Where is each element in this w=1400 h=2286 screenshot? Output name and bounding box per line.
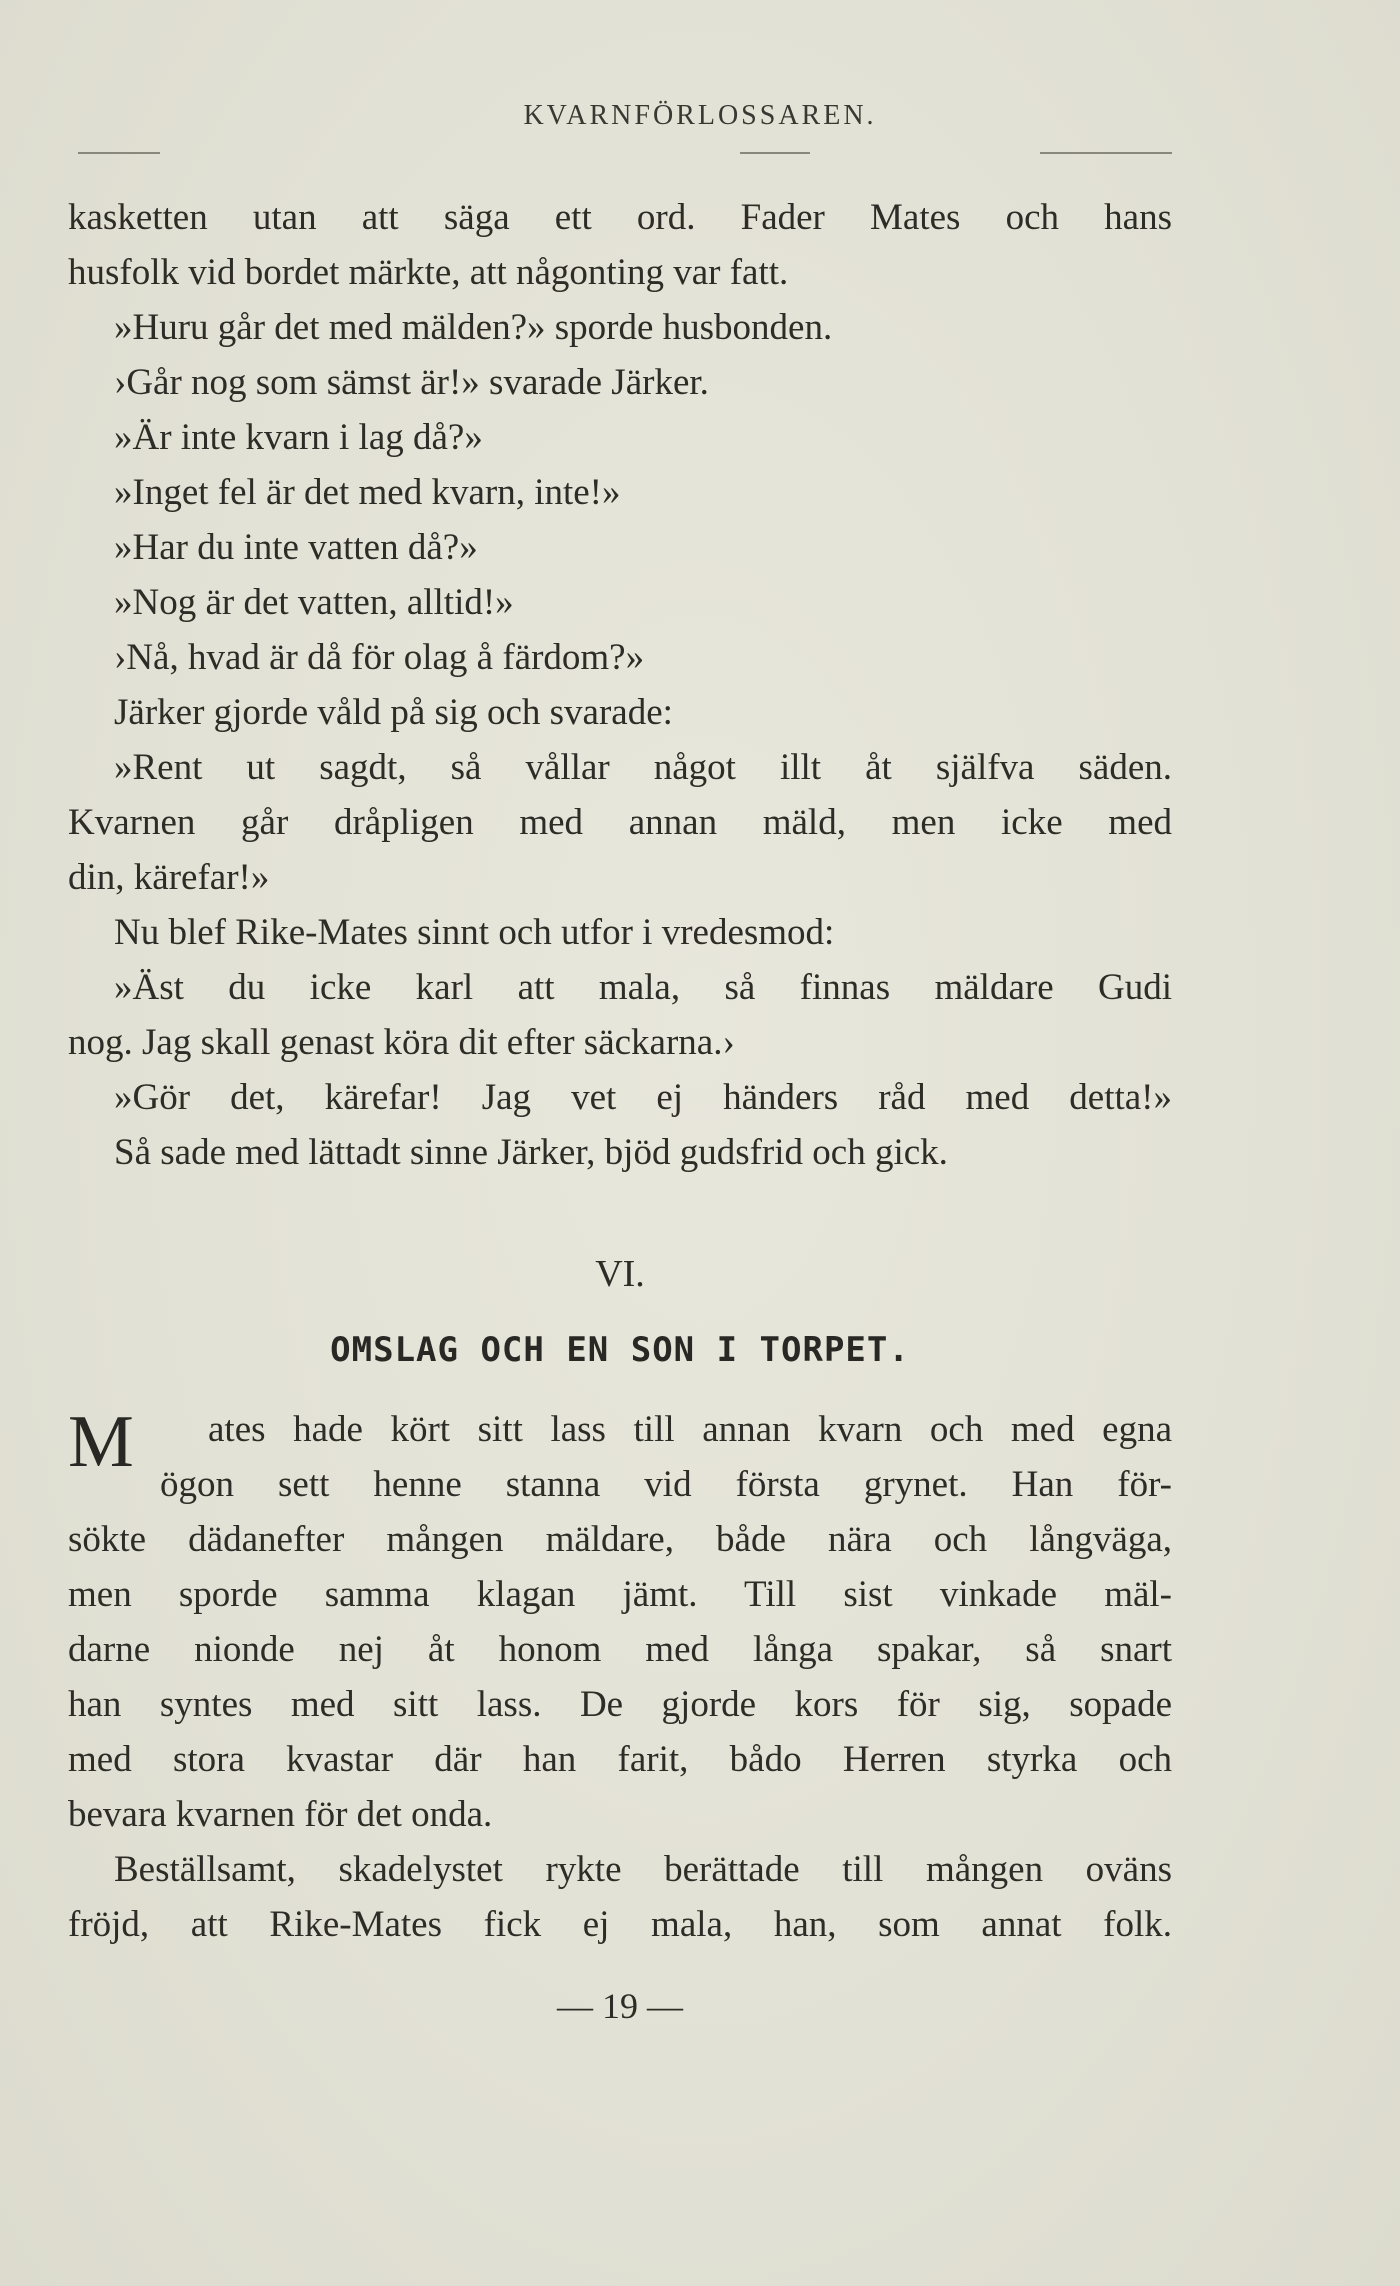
chapter-number: VI.: [595, 1253, 645, 1295]
text-line: ögon sett henne stanna vid första grynet. Han för-: [160, 1464, 1172, 1505]
text-line: darne nionde nej åt honom med långa spakar, så snart: [68, 1629, 1172, 1670]
head-rule-middle: [740, 152, 810, 154]
text-line: nog. Jag skall genast köra dit efter säckarna.›: [68, 1022, 735, 1063]
text-line: kasketten utan att säga ett ord. Fader Mates och hans: [68, 197, 1172, 238]
text-line: bevara kvarnen för det onda.: [68, 1794, 493, 1835]
head-rule-right: [1040, 152, 1172, 154]
text-line: Järker gjorde våld på sig och svarade:: [114, 692, 673, 733]
text-line: »Gör det, kärefar! Jag vet ej händers råd med detta!»: [114, 1077, 1172, 1118]
text-line: ates hade kört sitt lass till annan kvarn och med egna: [208, 1409, 1172, 1450]
text-line: han syntes med sitt lass. De gjorde kors för sig, sopade: [68, 1684, 1172, 1725]
text-line: ›Går nog som sämst är!» svarade Järker.: [114, 362, 709, 403]
text-line: Beställsamt, skadelystet rykte berättade till mången oväns: [114, 1849, 1172, 1890]
text-line: »Är inte kvarn i lag då?»: [114, 417, 483, 458]
text-line: »Huru går det med mälden?» sporde husbonden.: [114, 307, 833, 348]
text-line: sökte dädanefter mången mäldare, både nära och långväga,: [68, 1519, 1172, 1560]
chapter-title: OMSLAG OCH EN SON I TORPET.: [330, 1330, 910, 1370]
text-line: men sporde samma klagan jämt. Till sist vinkade mäl-: [68, 1574, 1172, 1615]
running-head: KVARNFÖRLOSSAREN.: [523, 100, 877, 131]
text-line: med stora kvastar där han farit, bådo Herren styrka och: [68, 1739, 1172, 1780]
text-line: »Rent ut sagdt, så vållar något illt åt själfva säden.: [114, 747, 1172, 788]
text-line: »Nog är det vatten, alltid!»: [114, 582, 514, 623]
text-line: husfolk vid bordet märkte, att någonting var fatt.: [68, 252, 789, 293]
text-line: Så sade med lättadt sinne Järker, bjöd gudsfrid och gick.: [114, 1132, 948, 1173]
text-line: fröjd, att Rike-Mates fick ej mala, han, som annat folk.: [68, 1904, 1172, 1945]
text-line: din, kärefar!»: [68, 857, 270, 898]
text-line: »Har du inte vatten då?»: [114, 527, 478, 568]
text-line: Kvarnen går dråpligen med annan mäld, men icke med: [68, 802, 1172, 843]
text-line: Nu blef Rike-Mates sinnt och utfor i vredesmod:: [114, 912, 835, 953]
page-number: — 19 —: [557, 1986, 683, 2026]
drop-cap: M: [68, 1401, 134, 1483]
text-line: »Äst du icke karl att mala, så finnas mäldare Gudi: [114, 967, 1172, 1008]
text-line: ›Nå, hvad är då för olag å färdom?»: [114, 637, 645, 678]
head-rule-left: [78, 152, 160, 154]
text-line: »Inget fel är det med kvarn, inte!»: [114, 472, 621, 513]
